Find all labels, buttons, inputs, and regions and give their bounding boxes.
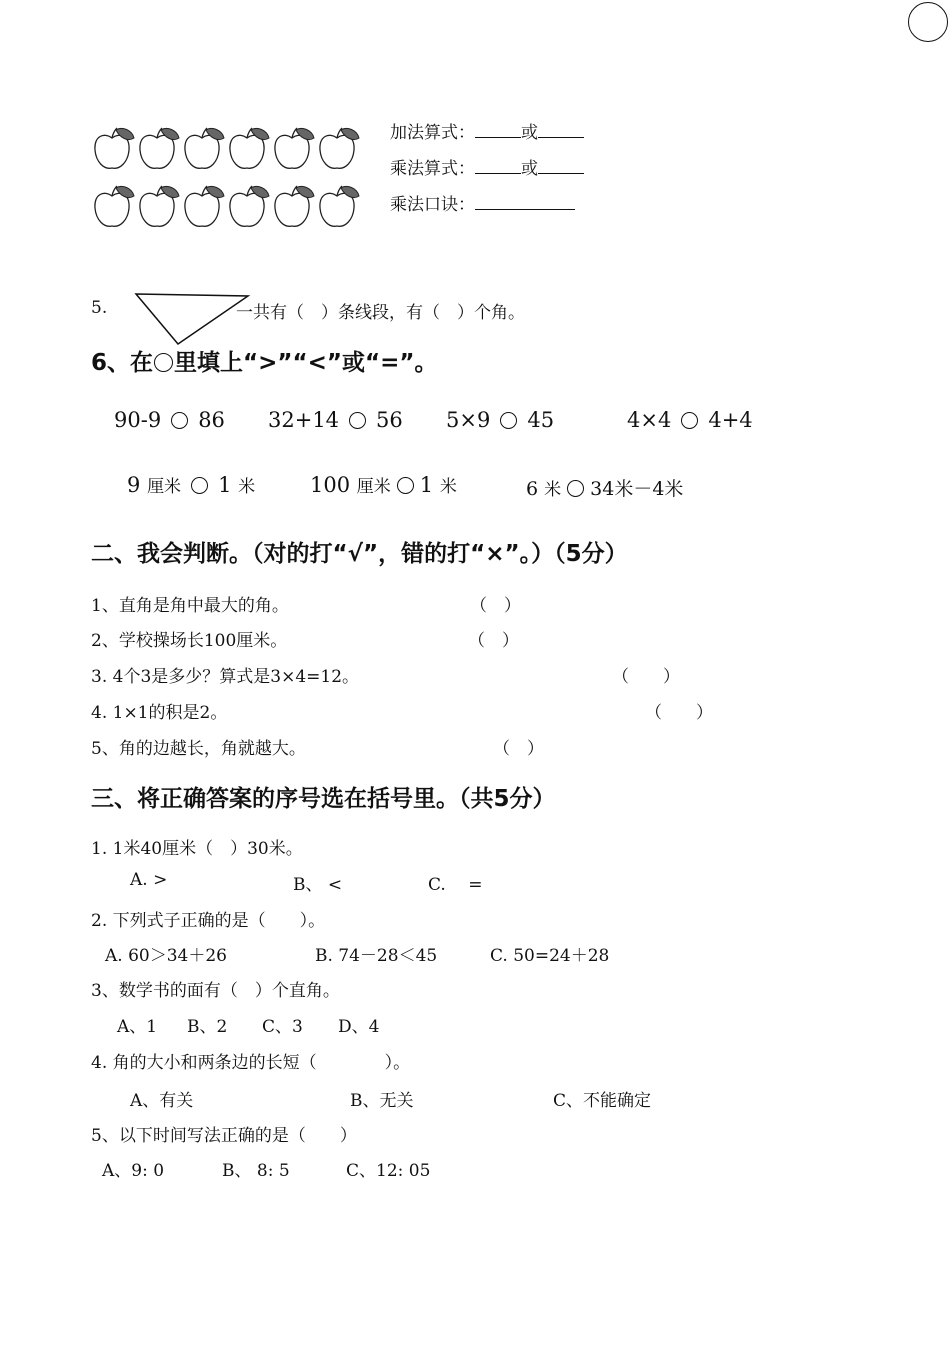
compare-item-2	[268, 408, 403, 432]
choice-q5-stem: 5、以下时间写法正确的是（ ）	[91, 1126, 357, 1146]
multiplication-label: 乘法算式：	[390, 159, 475, 179]
judge-paren-1[interactable]: （ ）	[470, 596, 521, 616]
addition-blank-1[interactable]	[475, 121, 521, 138]
judge-paren-2[interactable]: （ ）	[468, 631, 519, 651]
choice-q5-option-a[interactable]: A、9: 0	[102, 1161, 165, 1181]
apple-icon	[320, 128, 359, 168]
compare-right-text: 34米－4米	[590, 478, 684, 500]
compare-circle[interactable]	[500, 412, 517, 429]
q5-number: 5.	[91, 298, 108, 318]
q6-heading	[91, 344, 438, 377]
or-word: 或	[521, 159, 538, 179]
apple-icon	[275, 186, 314, 226]
apple-icon	[95, 186, 134, 226]
choice-q1-stem: 1. 1米40厘米（ ）30米。	[91, 839, 303, 859]
apple-icon	[185, 186, 224, 226]
compare-right-unit: 米	[439, 477, 457, 497]
choice-q4-option-a[interactable]: A、有关	[130, 1091, 194, 1111]
compare-left: 32+14	[268, 408, 340, 432]
compare-left-unit: 厘米	[147, 477, 182, 497]
compare-right: 86	[198, 408, 225, 432]
rhyme-blank[interactable]	[475, 193, 575, 210]
addition-blank-2[interactable]	[538, 121, 584, 138]
choice-q3-stem: 3、数学书的面有（ ）个直角。	[91, 981, 340, 1001]
circle-icon	[154, 353, 173, 372]
judge-item-3: 3. 4个3是多少？算式是3×4=12。	[91, 667, 360, 687]
multiplication-blank-2[interactable]	[538, 157, 584, 174]
choice-q4-option-c[interactable]: C、不能确定	[553, 1091, 652, 1111]
compare-left-unit: 厘米	[356, 477, 391, 497]
compare-left-num: 9	[127, 473, 141, 497]
compare-left-unit: 米	[544, 480, 562, 500]
q5-text: 一共有（ ）条线段，有（ ）个角。	[236, 303, 525, 323]
addition-label: 加法算式：	[390, 123, 475, 143]
choice-q4-stem: 4. 角的大小和两条边的长短（ ）。	[91, 1053, 411, 1073]
choice-q5-option-b[interactable]: B、 8: 5	[222, 1161, 290, 1181]
compare-circle[interactable]	[191, 477, 208, 494]
choice-q3-option-a[interactable]: A、1	[117, 1017, 158, 1037]
compare-left-num: 6	[526, 478, 539, 500]
compare-circle[interactable]	[397, 477, 414, 494]
q6-heading-post: 里填上“>”“<”或“=”。	[174, 350, 438, 376]
choice-q4-option-b[interactable]: B、无关	[350, 1091, 414, 1111]
judge-item-1: 1、直角是角中最大的角。	[91, 596, 289, 616]
choice-q1-option-c[interactable]: C. =	[428, 875, 483, 895]
rhyme-label: 乘法口诀：	[390, 195, 475, 215]
compare-right-unit: 米	[238, 477, 256, 497]
compare-left: 5×9	[446, 408, 491, 432]
apple-group	[90, 122, 370, 242]
compare-item-6	[310, 472, 457, 497]
choice-q2-option-a[interactable]: A. 60＞34＋26	[105, 946, 227, 966]
judge-item-4: 4. 1×1的积是2。	[91, 703, 228, 723]
judge-paren-4[interactable]: （ ）	[645, 703, 713, 723]
apple-picture	[90, 122, 370, 242]
compare-item-7	[526, 474, 683, 501]
choice-q5-option-c[interactable]: C、12: 05	[346, 1161, 431, 1181]
multiplication-blank-1[interactable]	[475, 157, 521, 174]
compare-right-num: 1	[218, 473, 232, 497]
choice-q3-option-b[interactable]: B、2	[187, 1017, 228, 1037]
compare-circle[interactable]	[567, 480, 584, 497]
judge-item-5: 5、角的边越长，角就越大。	[91, 739, 306, 759]
compare-circle[interactable]	[349, 412, 366, 429]
choice-q1-option-a[interactable]: A. >	[130, 870, 168, 890]
choice-q2-option-c[interactable]: C. 50=24＋28	[490, 946, 610, 966]
apple-icon	[230, 186, 269, 226]
compare-left: 4×4	[627, 408, 672, 432]
choice-q2-stem: 2. 下列式子正确的是（ ）。	[91, 911, 326, 931]
apple-icon	[275, 128, 314, 168]
q6-heading-pre: 6、在	[91, 350, 154, 376]
compare-circle[interactable]	[171, 412, 188, 429]
apple-icon	[320, 186, 359, 226]
apple-icon	[95, 128, 134, 168]
apple-icon	[140, 128, 179, 168]
rhyme-line	[390, 190, 575, 215]
compare-left-num: 100	[310, 473, 351, 497]
section2-heading: 二、我会判断。（对的打“√”，错的打“×”。）（5分）	[91, 541, 628, 567]
addition-line	[390, 118, 584, 143]
corner-circle	[908, 2, 948, 42]
section3-heading: 三、将正确答案的序号选在括号里。（共5分）	[91, 786, 556, 812]
compare-right: 4+4	[708, 408, 753, 432]
choice-q3-option-d[interactable]: D、4	[338, 1017, 380, 1037]
compare-circle[interactable]	[681, 412, 698, 429]
apple-icon	[140, 186, 179, 226]
apple-icon	[185, 128, 224, 168]
compare-item-1	[114, 408, 225, 432]
or-word: 或	[521, 123, 538, 143]
compare-left: 90-9	[114, 408, 162, 432]
choice-q3-option-c[interactable]: C、3	[262, 1017, 303, 1037]
choice-q2-option-b[interactable]: B. 74－28＜45	[315, 946, 438, 966]
compare-right-num: 1	[419, 473, 434, 497]
choice-q1-option-b[interactable]: B、 <	[293, 875, 343, 895]
compare-item-4	[627, 408, 753, 432]
compare-item-3	[446, 408, 554, 432]
apple-icon	[230, 128, 269, 168]
multiplication-line	[390, 154, 584, 179]
judge-paren-3[interactable]: （ ）	[612, 667, 680, 687]
compare-right: 45	[527, 408, 555, 432]
judge-item-2: 2、学校操场长100厘米。	[91, 631, 288, 651]
compare-right: 56	[376, 408, 403, 432]
compare-item-5	[127, 472, 255, 497]
judge-paren-5[interactable]: （ ）	[493, 739, 544, 759]
